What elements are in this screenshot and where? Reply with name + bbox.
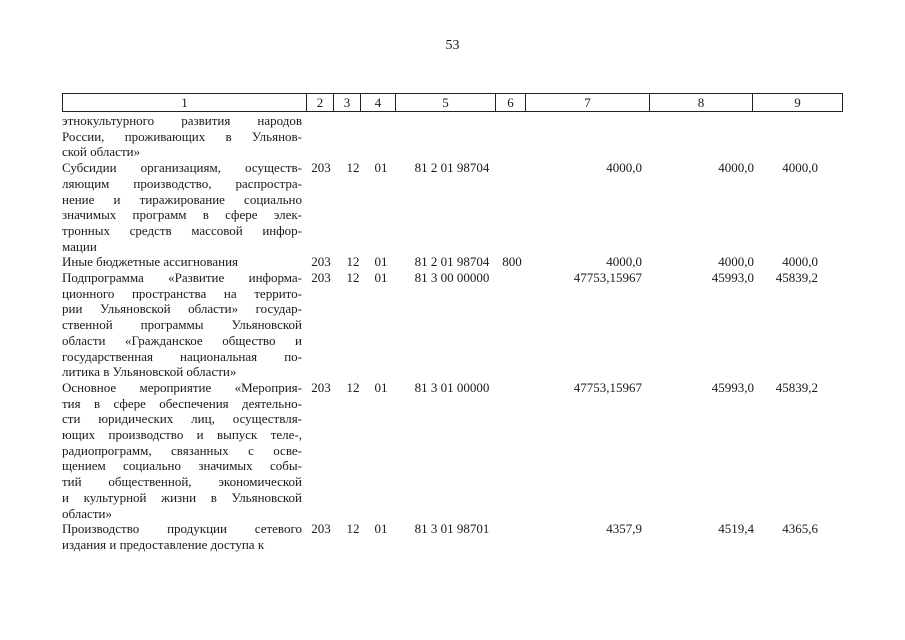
row-c9: 4000,0 — [782, 160, 818, 176]
row-c4: 01 — [374, 160, 388, 176]
table-row — [62, 254, 843, 270]
row-c8: 4000,0 — [718, 160, 754, 176]
header-col-1: 1 — [63, 94, 307, 111]
row-name-line: государственная национальная по- — [62, 348, 302, 364]
row-name — [62, 521, 302, 552]
row-name-line: области» — [62, 505, 112, 521]
row-c6: 800 — [502, 254, 522, 270]
table-row — [62, 380, 843, 521]
row-c5: 81 2 01 98704 — [414, 254, 490, 270]
row-c4: 01 — [374, 379, 388, 395]
row-c7: 4000,0 — [606, 254, 642, 270]
row-name — [62, 380, 302, 521]
row-name-line: щением социально значимых собы- — [62, 458, 302, 474]
header-col-8: 8 — [650, 94, 753, 111]
row-c4: 01 — [374, 270, 388, 286]
row-name-line: нение и тиражирование социально — [62, 191, 302, 207]
page-number: 53 — [445, 38, 460, 53]
table-row — [62, 270, 843, 380]
row-c5: 81 3 00 00000 — [414, 270, 490, 286]
row-name-line: значимых программ в сфере элек- — [62, 207, 302, 223]
row-c9: 4365,6 — [782, 521, 818, 537]
header-col-3: 3 — [334, 94, 361, 111]
row-c9: 45839,2 — [775, 379, 818, 395]
row-c2: 203 — [311, 379, 331, 395]
row-c5: 81 3 01 00000 — [414, 379, 490, 395]
row-name-line: ской области» — [62, 144, 141, 160]
row-c3: 12 — [346, 379, 360, 395]
row-c8: 45993,0 — [711, 379, 754, 395]
row-name-line: Субсидии организациям, осуществ- — [62, 160, 302, 176]
row-name-line: Производство продукции сетевого — [62, 521, 302, 537]
row-name-line: тий общественной, экономической — [62, 474, 302, 490]
row-name — [62, 113, 302, 160]
header-col-4: 4 — [361, 94, 396, 111]
row-c8: 4000,0 — [718, 254, 754, 270]
row-name-line: и культурной жизни в Ульяновской — [62, 489, 302, 505]
row-name-line: Иные бюджетные ассигнования — [62, 254, 239, 270]
row-c5: 81 3 01 98701 — [414, 521, 490, 537]
row-c7: 4357,9 — [606, 521, 642, 537]
header-col-9: 9 — [794, 95, 801, 110]
row-name — [62, 270, 302, 380]
row-c3: 12 — [346, 521, 360, 537]
table-row — [62, 113, 843, 160]
row-name-line: Подпрограмма «Развитие информа- — [62, 270, 302, 286]
row-c9: 45839,2 — [775, 270, 818, 286]
row-name-line: рии Ульяновской области» государ- — [62, 301, 302, 317]
row-c4: 01 — [374, 521, 388, 537]
row-name-line: ственной программы Ульяновской — [62, 317, 302, 333]
row-name — [62, 254, 302, 270]
row-c3: 12 — [346, 254, 360, 270]
row-name-line: области «Гражданское общество и — [62, 332, 302, 348]
row-c4: 01 — [374, 254, 388, 270]
row-name-line: этнокультурного развития народов — [62, 113, 302, 128]
row-c7: 47753,15967 — [573, 379, 642, 395]
row-name — [62, 160, 302, 254]
row-c2: 203 — [311, 160, 331, 176]
table-body — [62, 113, 843, 553]
row-c5: 81 2 01 98704 — [414, 160, 490, 176]
row-name-line: сти юридических лиц, осуществля- — [62, 411, 302, 427]
row-c9: 4000,0 — [782, 254, 818, 270]
row-name-line: тронных средств массовой инфор- — [62, 222, 302, 238]
header-col-2: 2 — [307, 94, 334, 111]
row-c8: 4519,4 — [718, 521, 754, 537]
table-row — [62, 160, 843, 254]
row-name-line: Основное мероприятие «Мероприя- — [62, 379, 302, 395]
row-c3: 12 — [346, 160, 360, 176]
table-row — [62, 521, 843, 552]
row-c2: 203 — [311, 521, 331, 537]
row-c3: 12 — [346, 270, 360, 286]
row-c2: 203 — [311, 270, 331, 286]
row-name-line: мации — [62, 238, 97, 254]
row-name-line: ющих производство и выпуск теле-, — [62, 427, 302, 443]
header-col-6: 6 — [496, 94, 526, 111]
row-name-line: радиопрограмм, связанных с осве- — [62, 442, 302, 458]
row-c7: 4000,0 — [606, 160, 642, 176]
row-name-line: России, проживающих в Ульянов- — [62, 128, 302, 144]
row-name-line: ционного пространства на террито- — [62, 285, 302, 301]
row-name-line: ляющим производство, распростра- — [62, 175, 302, 191]
row-name-line: тия в сфере обеспечения деятельно- — [62, 395, 302, 411]
header-col-5: 5 — [396, 94, 496, 111]
header-col-7: 7 — [526, 94, 650, 111]
row-name-line: литика в Ульяновской области» — [62, 364, 237, 380]
table-header — [62, 93, 843, 112]
row-c8: 45993,0 — [711, 270, 754, 286]
row-name-line: издания и предоставление доступа к — [62, 536, 265, 552]
row-c2: 203 — [311, 254, 331, 270]
row-c7: 47753,15967 — [573, 270, 642, 286]
